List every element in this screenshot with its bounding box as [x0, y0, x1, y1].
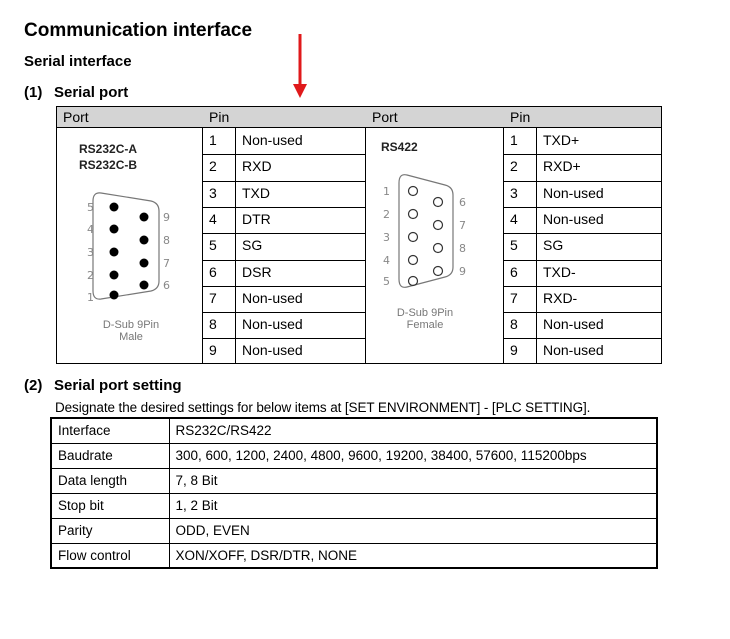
left-pin-signal: Non-used	[242, 290, 303, 306]
left-connector-pin-label: 6	[163, 279, 170, 292]
right-connector-pin-label: 2	[383, 208, 390, 221]
right-pin-number: 1	[510, 132, 518, 148]
right-pin-signal: TXD+	[543, 132, 580, 148]
settings-row	[51, 418, 657, 443]
left-pin-number: 2	[209, 158, 217, 174]
left-connector-pin-label: 1	[87, 291, 94, 304]
left-pin-number: 3	[209, 185, 217, 201]
left-pin-signal: SG	[242, 237, 263, 253]
left-pin-signal: DSR	[242, 264, 272, 280]
setting-item: Flow control	[51, 543, 169, 568]
right-connector-pin-label: 4	[383, 254, 390, 267]
right-pin-signal: RXD+	[543, 158, 581, 174]
dsub-9pin-male-icon	[79, 185, 179, 315]
connector-caption-female: D-Sub 9Pin Female	[396, 307, 454, 331]
right-connector-pin-label: 1	[383, 185, 390, 198]
page-title: Communication interface	[24, 20, 253, 41]
setting-value: RS232C/RS422	[169, 418, 657, 443]
left-pin-signal: DTR	[242, 211, 271, 227]
left-pin-number: 8	[209, 316, 217, 332]
left-connector-pin-label: 2	[87, 269, 94, 282]
setting-item: Stop bit	[51, 493, 169, 518]
right-pin-number: 7	[510, 290, 518, 306]
left-pin-number: 5	[209, 237, 217, 253]
left-pin-number: 9	[209, 342, 217, 358]
setting-value: 7, 8 Bit	[169, 468, 657, 493]
settings-row	[51, 543, 657, 568]
right-pin-number: 8	[510, 316, 518, 332]
right-pin-signal: RXD-	[543, 290, 578, 306]
setting-item: Parity	[51, 518, 169, 543]
right-pin-number: 3	[510, 185, 518, 201]
left-pin-number: 1	[209, 132, 217, 148]
settings-description: Designate the desired settings for below items at [SET ENVIRONMENT] - [PLC SETTING].	[55, 400, 591, 415]
left-pin-number: 6	[209, 264, 217, 280]
left-pin-signal: Non-used	[242, 316, 303, 332]
setting-value: 300, 600, 1200, 2400, 4800, 9600, 19200, 38400, 57600, 115200bps	[169, 443, 657, 468]
right-connector-pin-label: 8	[459, 242, 466, 255]
right-connector-pin-label: 5	[383, 275, 390, 288]
setting-item: Interface	[51, 418, 169, 443]
settings-row	[51, 443, 657, 468]
right-pin-signal: Non-used	[543, 316, 604, 332]
right-pin-number: 2	[510, 158, 518, 174]
header-port-right: Port	[366, 107, 504, 128]
right-pin-number: 5	[510, 237, 518, 253]
left-pin-signal: TXD	[242, 185, 270, 201]
left-connector-pin-label: 7	[163, 257, 170, 270]
left-connector-pin-label: 3	[87, 246, 94, 259]
left-pin-number: 7	[209, 290, 217, 306]
settings-table	[50, 417, 658, 569]
page-subtitle: Serial interface	[24, 53, 132, 70]
connector-caption-male: D-Sub 9Pin Male	[102, 319, 160, 343]
red-arrow-icon	[290, 34, 310, 100]
right-pin-signal: SG	[543, 237, 564, 253]
left-pin-signal: Non-used	[242, 132, 303, 148]
header-port-left: Port	[57, 107, 203, 128]
right-pin-signal: TXD-	[543, 264, 576, 280]
setting-value: ODD, EVEN	[169, 518, 657, 543]
port-label-rs232c-b: RS232C-B	[79, 158, 138, 172]
right-pin-number: 6	[510, 264, 518, 280]
header-pin-right: Pin	[504, 107, 661, 128]
left-connector-pin-label: 9	[163, 211, 170, 224]
left-pin-signal: Non-used	[242, 342, 303, 358]
header-pin-left: Pin	[203, 107, 366, 128]
right-pin-signal: Non-used	[543, 342, 604, 358]
right-connector-pin-label: 6	[459, 196, 466, 209]
setting-item: Data length	[51, 468, 169, 493]
section-heading-serial-port: (1) Serial port	[24, 84, 129, 101]
section-heading-serial-port-setting: (2) Serial port setting	[24, 377, 182, 394]
left-connector-pin-label: 8	[163, 234, 170, 247]
left-connector-pin-label: 4	[87, 223, 94, 236]
right-pin-signal: Non-used	[543, 211, 604, 227]
left-pin-signal: RXD	[242, 158, 272, 174]
dsub-9pin-female-icon	[375, 171, 475, 301]
right-pin-signal: Non-used	[543, 185, 604, 201]
port-label-rs422: RS422	[381, 140, 418, 154]
right-connector-pin-label: 7	[459, 219, 466, 232]
port-label-rs232c-a: RS232C-A	[79, 142, 138, 156]
right-pin-number: 4	[510, 211, 518, 227]
setting-value: XON/XOFF, DSR/DTR, NONE	[169, 543, 657, 568]
settings-row	[51, 493, 657, 518]
pin-table	[56, 106, 662, 364]
right-connector-pin-label: 3	[383, 231, 390, 244]
setting-item: Baudrate	[51, 443, 169, 468]
setting-value: 1, 2 Bit	[169, 493, 657, 518]
settings-row	[51, 518, 657, 543]
right-pin-number: 9	[510, 342, 518, 358]
left-connector-pin-label: 5	[87, 201, 94, 214]
settings-row	[51, 468, 657, 493]
right-connector-pin-label: 9	[459, 265, 466, 278]
left-pin-number: 4	[209, 211, 217, 227]
